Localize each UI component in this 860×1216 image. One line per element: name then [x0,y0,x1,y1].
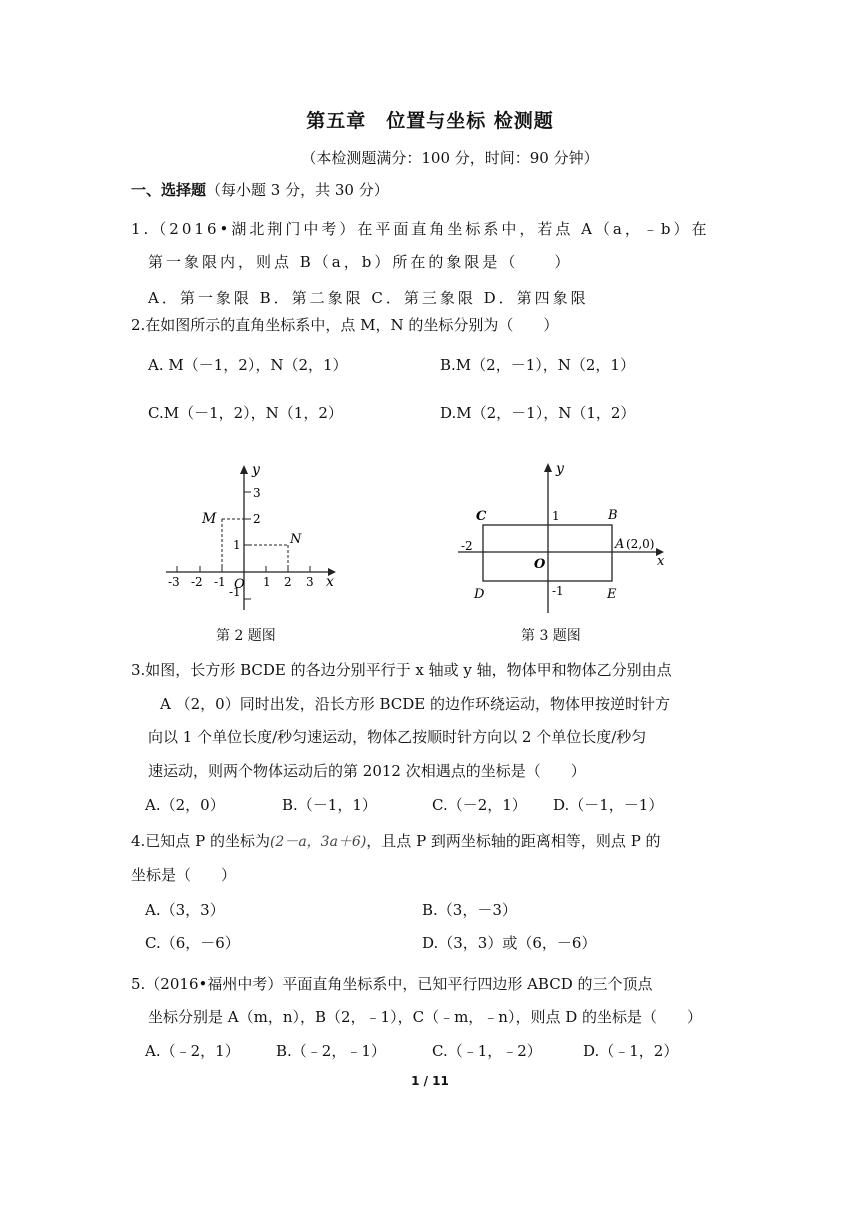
q4-coordinate-expression: (2－a，3a＋6) [269,834,367,850]
q4-option-b: B.（3，－3） [422,901,517,919]
fig3-label-one: 1 [552,509,560,523]
q5-option-c: C.（﹣1，﹣2） [432,1042,542,1060]
q4-option-a: A.（3，3） [145,901,225,919]
q2-option-a: A. M（－1，2），N（2，1） [148,356,348,374]
fig3-label-c: C [476,509,487,524]
q3-option-c: C.（－2，1） [432,796,527,814]
q3-option-d: D.（－1，－1） [553,796,664,814]
q5-line1: 5.（2016•福州中考）平面直角坐标系中，已知平行四边形 ABCD 的三个顶点 [131,975,653,993]
figure-3 [450,458,680,618]
fig3-label-origin: O [534,557,546,572]
fig2-label-x: x [326,574,334,590]
fig2-label-x3: 3 [306,575,314,589]
fig3-label-a-coord: (2,0) [626,537,655,551]
q3-option-b: B.（－1，1） [282,796,377,814]
fig2-label-xm2: -2 [191,575,203,589]
fig3-label-mtwo: -2 [461,539,473,553]
q3-line3: 向以 1 个单位长度/秒匀速运动，物体乙按顺时针方向以 2 个单位长度/秒匀 [148,728,647,746]
section-heading-label: 一、选择题 [131,181,207,199]
q3-option-a: A.（2，0） [145,796,225,814]
q1-line1: 1.（2016•湖北荆门中考）在平面直角坐标系中，若点 A（a，﹣b）在 [131,220,710,238]
fig3-label-y: y [556,461,564,477]
q4-line1-end: ，且点 P 到两坐标轴的距离相等，则点 P 的 [366,832,661,850]
section-heading-note: （每小题 3 分，共 30 分） [206,181,389,199]
figure-3-caption: 第 3 题图 [521,628,581,644]
q5-option-d: D.（﹣1，2） [583,1042,679,1060]
fig3-y-arrow [544,463,552,472]
q3-line4: 速运动，则两个物体运动后的第 2012 次相遇点的坐标是（ ） [148,762,586,780]
fig2-label-x2: 2 [284,575,292,589]
fig2-label-y: y [252,462,260,478]
q1-options: A．第一象限 B．第二象限 C．第三象限 D．第四象限 [148,289,589,307]
q4-line1 [131,830,661,851]
fig2-label-x1: 1 [263,575,271,589]
fig3-label-mone: -1 [552,584,564,598]
q4-option-c: C.（6，－6） [145,934,240,952]
fig3-label-b: B [608,508,618,523]
fig3-label-d: D [474,587,485,602]
q3-line2: A （2，0）同时出发，沿长方形 BCDE 的边作环绕运动，物体甲按逆时针方 [160,695,670,713]
q2-option-c: C.M（－1，2），N（1，2） [148,404,343,422]
fig3-label-e: E [607,587,617,602]
q1-line2: 第一象限内，则点 B（a，b）所在的象限是（ ） [148,253,573,271]
fig2-label-ym1: -1 [229,585,241,599]
fig2-label-origin: O [234,577,245,592]
q2-stem: 2.在如图所示的直角坐标系中，点 M，N 的坐标分别为（ ） [131,316,559,334]
figure-2-caption: 第 2 题图 [216,628,276,644]
fig2-label-y1: 1 [233,538,241,552]
page-title: 第五章 位置与坐标 检测题 [306,110,554,132]
fig2-label-m: M [202,511,217,527]
q4-line2: 坐标是（ ） [131,866,237,884]
page-subtitle: （本检测题满分：100 分，时间：90 分钟） [301,149,599,167]
fig3-label-x: x [657,554,665,569]
q4-option-d: D.（3，3）或（6，－6） [422,934,597,952]
fig2-y-arrow [240,465,248,474]
fig2-label-y2: 2 [253,512,261,526]
figure-2 [160,460,350,620]
q5-line2: 坐标分别是 A（m，n），B（2，﹣1），C（﹣m，﹣n），则点 D 的坐标是（ ） [148,1008,703,1026]
fig2-label-xm1: -1 [214,575,226,589]
section-heading [131,179,389,200]
fig2-label-y3: 3 [253,486,261,500]
q5-option-b: B.（﹣2，﹣1） [276,1042,386,1060]
q5-option-a: A.（﹣2，1） [145,1042,240,1060]
fig3-label-a: A [615,537,625,552]
page-number: 1 / 11 [411,1074,449,1088]
q4-line1-start: 4.已知点 P 的坐标为 [131,832,270,850]
q2-option-d: D.M（2，－1），N（1，2） [440,404,636,422]
q3-line1: 3.如图，长方形 BCDE 的各边分别平行于 x 轴或 y 轴，物体甲和物体乙分别由点 [131,661,672,679]
fig2-label-xm3: -3 [168,575,180,589]
q2-option-b: B.M（2，－1），N（2，1） [440,356,635,374]
fig2-label-n: N [290,532,302,547]
